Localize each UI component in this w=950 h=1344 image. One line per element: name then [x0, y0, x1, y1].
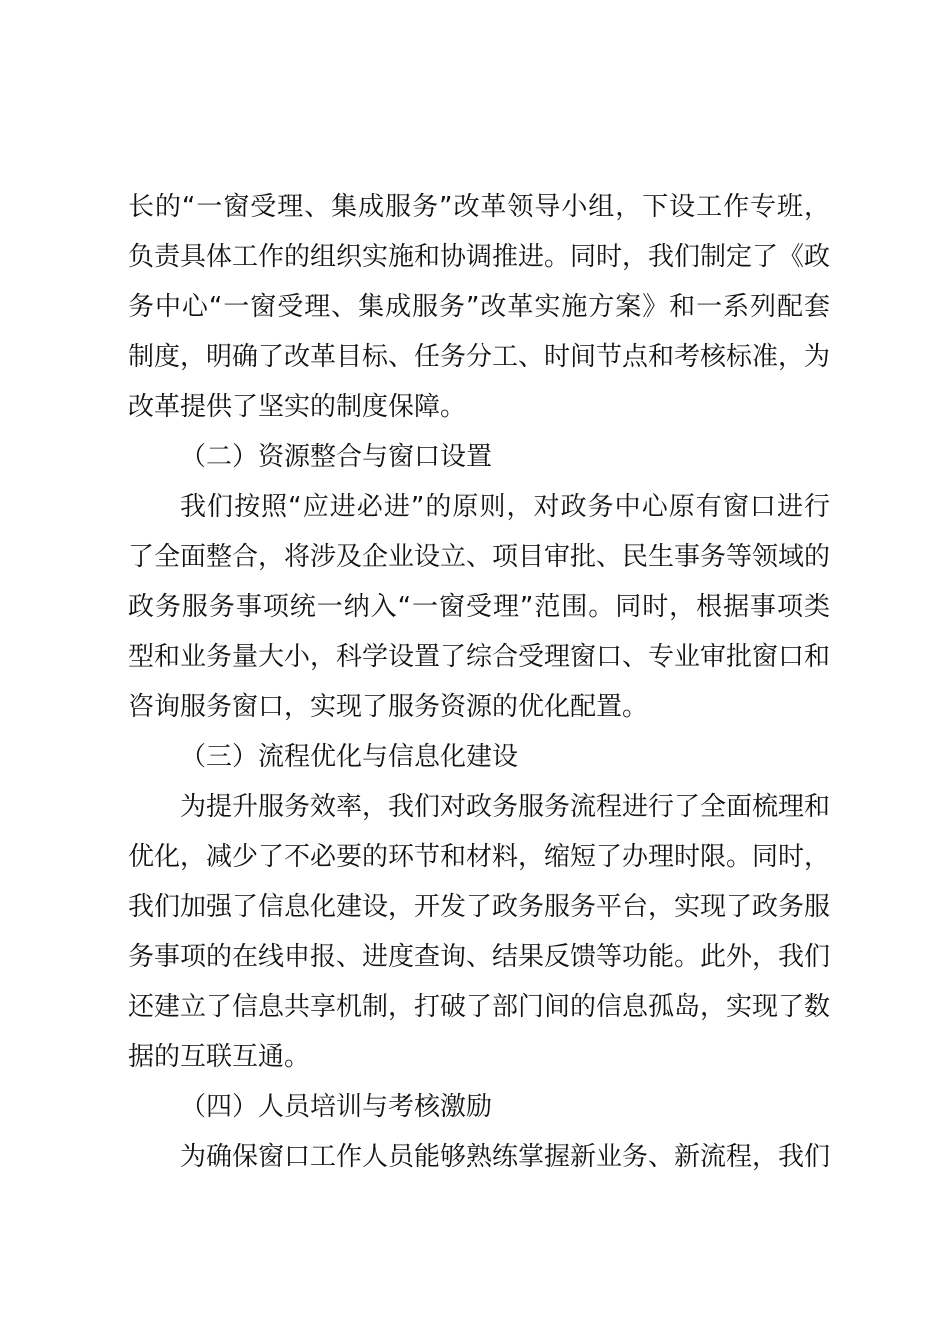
- paragraph-line: 型和业务量大小，科学设置了综合受理窗口、专业审批窗口和: [128, 642, 831, 672]
- paragraph-line: 负责具体工作的组织实施和协调推进。同时，我们制定了《政: [128, 242, 831, 272]
- paragraph-line: 优化，减少了不必要的环节和材料，缩短了办理时限。同时，: [128, 842, 831, 872]
- paragraph-line: 长的“一窗受理、集成服务”改革领导小组，下设工作专班，: [128, 192, 830, 222]
- paragraph-line: 为确保窗口工作人员能够熟练掌握新业务、新流程，我们: [180, 1142, 831, 1172]
- section-heading: （二）资源整合与窗口设置: [180, 442, 493, 472]
- document-body: [128, 182, 830, 1182]
- section-heading: （三）流程优化与信息化建设: [180, 742, 519, 772]
- paragraph-line: 还建立了信息共享机制，打破了部门间的信息孤岛，实现了数: [128, 992, 831, 1022]
- paragraph-line: 据的互联互通。: [128, 1042, 311, 1072]
- paragraph-line: 务中心“一窗受理、集成服务”改革实施方案》和一系列配套: [128, 292, 830, 322]
- paragraph-line: 政务服务事项统一纳入“一窗受理”范围。同时，根据事项类: [128, 592, 830, 622]
- paragraph-line: 务事项的在线申报、进度查询、结果反馈等功能。此外，我们: [128, 942, 831, 972]
- paragraph-line: 了全面整合，将涉及企业设立、项目审批、民生事务等领域的: [128, 542, 831, 572]
- paragraph-line: 制度，明确了改革目标、任务分工、时间节点和考核标准，为: [128, 342, 831, 372]
- paragraph-line: 我们按照“应进必进”的原则，对政务中心原有窗口进行: [180, 492, 830, 522]
- section-heading: （四）人员培训与考核激励: [180, 1092, 493, 1122]
- paragraph-line: 咨询服务窗口，实现了服务资源的优化配置。: [128, 692, 649, 722]
- paragraph-line: 改革提供了坚实的制度保障。: [128, 392, 467, 422]
- paragraph-line: 为提升服务效率，我们对政务服务流程进行了全面梳理和: [180, 792, 831, 822]
- paragraph-line: 我们加强了信息化建设，开发了政务服务平台，实现了政务服: [128, 892, 831, 922]
